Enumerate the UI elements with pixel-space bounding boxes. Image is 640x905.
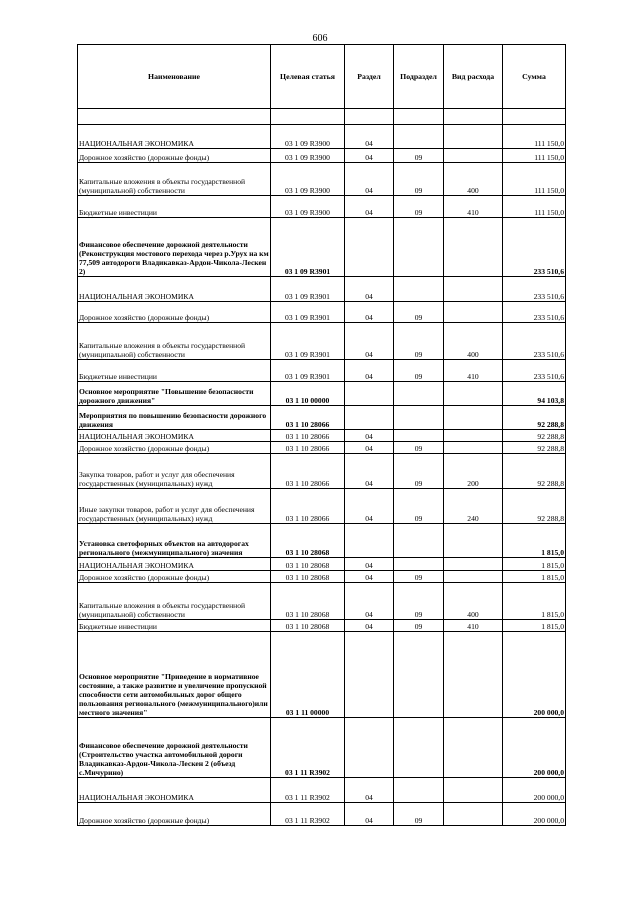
row-subsection <box>394 125 444 149</box>
row-code: 03 1 10 28066 <box>271 442 345 454</box>
row-name: Бюджетные инвестиции <box>78 196 271 218</box>
row-amount: 1 815,0 <box>503 524 566 558</box>
row-name: Капитальные вложения в объекты государственной (муниципальной) собственности <box>78 583 271 620</box>
row-expense-type <box>444 558 503 571</box>
table-row <box>78 489 566 524</box>
row-amount: 92 288,8 <box>503 489 566 524</box>
row-expense-type <box>444 125 503 149</box>
page-number: 606 <box>312 33 328 44</box>
table-row <box>78 406 566 430</box>
row-name: НАЦИОНАЛЬНАЯ ЭКОНОМИКА <box>78 558 271 571</box>
row-expense-type <box>444 218 503 277</box>
row-subsection: 09 <box>394 323 444 360</box>
row-name: Дорожное хозяйство (дорожные фонды) <box>78 149 271 163</box>
row-expense-type <box>444 382 503 406</box>
table-row <box>78 803 566 826</box>
row-name: Установка светофорных объектов на автодорогах регионального (межмуниципального) значения <box>78 524 271 558</box>
row-subsection: 09 <box>394 302 444 323</box>
row-subsection: 09 <box>394 163 444 196</box>
row-expense-type <box>444 302 503 323</box>
row-name: НАЦИОНАЛЬНАЯ ЭКОНОМИКА <box>78 778 271 803</box>
row-subsection: 09 <box>394 571 444 583</box>
row-code <box>271 109 345 125</box>
row-code: 03 1 11 00000 <box>271 632 345 718</box>
row-expense-type <box>444 442 503 454</box>
row-expense-type: 410 <box>444 196 503 218</box>
row-name: Основное мероприятие "Повышение безопасности дорожного движения" <box>78 382 271 406</box>
table-row <box>78 196 566 218</box>
row-section: 04 <box>345 323 394 360</box>
row-section <box>345 718 394 778</box>
row-name: Дорожное хозяйство (дорожные фонды) <box>78 442 271 454</box>
row-section: 04 <box>345 803 394 826</box>
row-code: 03 1 10 28066 <box>271 430 345 442</box>
row-subsection: 09 <box>394 620 444 632</box>
row-name: Дорожное хозяйство (дорожные фонды) <box>78 803 271 826</box>
row-subsection: 09 <box>394 489 444 524</box>
row-expense-type <box>444 406 503 430</box>
row-code: 03 1 09 R3900 <box>271 125 345 149</box>
row-code: 03 1 10 28068 <box>271 583 345 620</box>
header-subsection: Подраздел <box>394 45 444 109</box>
row-code: 03 1 09 R3901 <box>271 323 345 360</box>
row-subsection: 09 <box>394 149 444 163</box>
row-section: 04 <box>345 430 394 442</box>
row-name: НАЦИОНАЛЬНАЯ ЭКОНОМИКА <box>78 277 271 302</box>
row-amount: 1 815,0 <box>503 583 566 620</box>
header-amount: Сумма <box>503 45 566 109</box>
row-name <box>78 109 271 125</box>
table-row <box>78 360 566 382</box>
row-amount: 233 510,6 <box>503 218 566 277</box>
row-subsection: 09 <box>394 803 444 826</box>
row-amount: 111 150,0 <box>503 196 566 218</box>
table-row <box>78 277 566 302</box>
table-row <box>78 524 566 558</box>
row-expense-type <box>444 632 503 718</box>
row-section: 04 <box>345 149 394 163</box>
row-subsection: 09 <box>394 360 444 382</box>
row-amount: 92 288,8 <box>503 430 566 442</box>
row-section: 04 <box>345 442 394 454</box>
row-subsection <box>394 430 444 442</box>
row-expense-type: 400 <box>444 163 503 196</box>
row-subsection: 09 <box>394 196 444 218</box>
row-section: 04 <box>345 125 394 149</box>
row-expense-type: 400 <box>444 583 503 620</box>
row-subsection <box>394 406 444 430</box>
row-section: 04 <box>345 163 394 196</box>
row-section: 04 <box>345 558 394 571</box>
row-amount: 1 815,0 <box>503 571 566 583</box>
row-amount: 233 510,6 <box>503 302 566 323</box>
row-expense-type <box>444 803 503 826</box>
table-row <box>78 571 566 583</box>
row-code: 03 1 10 28066 <box>271 406 345 430</box>
table-row <box>78 430 566 442</box>
table-row <box>78 442 566 454</box>
row-code: 03 1 09 R3900 <box>271 163 345 196</box>
row-amount: 111 150,0 <box>503 125 566 149</box>
row-section: 04 <box>345 454 394 489</box>
row-section <box>345 524 394 558</box>
row-section <box>345 382 394 406</box>
row-amount: 200 000,0 <box>503 803 566 826</box>
row-expense-type <box>444 109 503 125</box>
row-expense-type: 240 <box>444 489 503 524</box>
row-amount: 233 510,6 <box>503 360 566 382</box>
row-expense-type <box>444 277 503 302</box>
row-section: 04 <box>345 277 394 302</box>
row-amount: 111 150,0 <box>503 149 566 163</box>
row-section <box>345 109 394 125</box>
table-row <box>78 620 566 632</box>
row-amount: 92 288,8 <box>503 406 566 430</box>
table-row <box>78 302 566 323</box>
row-code: 03 1 09 R3901 <box>271 218 345 277</box>
row-section: 04 <box>345 583 394 620</box>
row-section: 04 <box>345 571 394 583</box>
row-expense-type <box>444 149 503 163</box>
row-name: Основное мероприятие "Приведение в нормативное состояние, а также развитие и увеличение пропускной способности сети автомобильных дорог общего пользования регионального (межмуниципального)или местного значения" <box>78 632 271 718</box>
row-code: 03 1 10 28066 <box>271 489 345 524</box>
row-section: 04 <box>345 302 394 323</box>
row-subsection <box>394 382 444 406</box>
table-row <box>78 454 566 489</box>
row-subsection <box>394 558 444 571</box>
row-expense-type: 400 <box>444 323 503 360</box>
row-name: Иные закупки товаров, работ и услуг для обеспечения государственных (муниципальных) нужд <box>78 489 271 524</box>
row-amount <box>503 109 566 125</box>
row-code: 03 1 10 00000 <box>271 382 345 406</box>
row-code: 03 1 11 R3902 <box>271 778 345 803</box>
table-row <box>78 109 566 125</box>
table-row <box>78 583 566 620</box>
row-amount: 92 288,8 <box>503 442 566 454</box>
row-amount: 200 000,0 <box>503 778 566 803</box>
row-section: 04 <box>345 360 394 382</box>
row-name: Дорожное хозяйство (дорожные фонды) <box>78 302 271 323</box>
header-expense-type: Вид расхода <box>444 45 503 109</box>
row-name: НАЦИОНАЛЬНАЯ ЭКОНОМИКА <box>78 125 271 149</box>
row-expense-type <box>444 430 503 442</box>
row-name: Финансовое обеспечение дорожной деятельности (Строительство участка автомобильной дороги Владикавказ-Ардон-Чикола-Лескен 2 (объезд с.Мичурино) <box>78 718 271 778</box>
row-section <box>345 632 394 718</box>
row-code: 03 1 09 R3901 <box>271 277 345 302</box>
row-code: 03 1 11 R3902 <box>271 803 345 826</box>
row-code: 03 1 09 R3900 <box>271 149 345 163</box>
row-expense-type <box>444 524 503 558</box>
row-code: 03 1 10 28068 <box>271 558 345 571</box>
table-row <box>78 632 566 718</box>
row-subsection: 09 <box>394 454 444 489</box>
row-expense-type: 200 <box>444 454 503 489</box>
row-section: 04 <box>345 489 394 524</box>
row-name: Бюджетные инвестиции <box>78 360 271 382</box>
table-row <box>78 163 566 196</box>
row-code: 03 1 10 28068 <box>271 620 345 632</box>
table-row <box>78 558 566 571</box>
row-amount: 200 000,0 <box>503 632 566 718</box>
row-code: 03 1 09 R3900 <box>271 196 345 218</box>
table-row <box>78 149 566 163</box>
table-row <box>78 125 566 149</box>
row-amount: 200 000,0 <box>503 718 566 778</box>
row-amount: 92 288,8 <box>503 454 566 489</box>
row-expense-type: 410 <box>444 620 503 632</box>
row-name: Закупка товаров, работ и услуг для обеспечения государственных (муниципальных) нужд <box>78 454 271 489</box>
row-amount: 94 103,8 <box>503 382 566 406</box>
row-section: 04 <box>345 778 394 803</box>
row-section <box>345 218 394 277</box>
table-body <box>78 109 566 826</box>
row-amount: 111 150,0 <box>503 163 566 196</box>
row-amount: 1 815,0 <box>503 558 566 571</box>
row-name: Финансовое обеспечение дорожной деятельности (Реконструкция мостового перехода через р.Урух на км 77,509 автодороги Владикавказ-Ардон-Чикола-Лескен 2) <box>78 218 271 277</box>
row-code: 03 1 09 R3901 <box>271 302 345 323</box>
row-subsection <box>394 718 444 778</box>
row-subsection <box>394 218 444 277</box>
budget-table <box>77 44 566 826</box>
row-expense-type: 410 <box>444 360 503 382</box>
row-name: Капитальные вложения в объекты государственной (муниципальной) собственности <box>78 163 271 196</box>
row-subsection <box>394 778 444 803</box>
row-section: 04 <box>345 620 394 632</box>
row-code: 03 1 11 R3902 <box>271 718 345 778</box>
table-row <box>78 323 566 360</box>
table-row <box>78 218 566 277</box>
row-expense-type <box>444 571 503 583</box>
row-section: 04 <box>345 196 394 218</box>
table-row <box>78 382 566 406</box>
row-code: 03 1 10 28068 <box>271 524 345 558</box>
row-name: НАЦИОНАЛЬНАЯ ЭКОНОМИКА <box>78 430 271 442</box>
row-subsection <box>394 277 444 302</box>
table-header-row <box>78 45 566 109</box>
table-row <box>78 718 566 778</box>
row-name: Дорожное хозяйство (дорожные фонды) <box>78 571 271 583</box>
row-expense-type <box>444 718 503 778</box>
row-code: 03 1 09 R3901 <box>271 360 345 382</box>
row-subsection <box>394 109 444 125</box>
row-subsection <box>394 632 444 718</box>
row-name: Капитальные вложения в объекты государственной (муниципальной) собственности <box>78 323 271 360</box>
row-expense-type <box>444 778 503 803</box>
row-amount: 1 815,0 <box>503 620 566 632</box>
row-subsection: 09 <box>394 442 444 454</box>
table-row <box>78 778 566 803</box>
row-amount: 233 510,6 <box>503 277 566 302</box>
row-code: 03 1 10 28068 <box>271 571 345 583</box>
header-name: Наименование <box>78 45 271 109</box>
header-section: Раздел <box>345 45 394 109</box>
row-section <box>345 406 394 430</box>
row-subsection <box>394 524 444 558</box>
header-code: Целевая статья <box>271 45 345 109</box>
row-name: Бюджетные инвестиции <box>78 620 271 632</box>
row-code: 03 1 10 28066 <box>271 454 345 489</box>
row-name: Мероприятия по повышению безопасности дорожного движения <box>78 406 271 430</box>
row-amount: 233 510,6 <box>503 323 566 360</box>
row-subsection: 09 <box>394 583 444 620</box>
